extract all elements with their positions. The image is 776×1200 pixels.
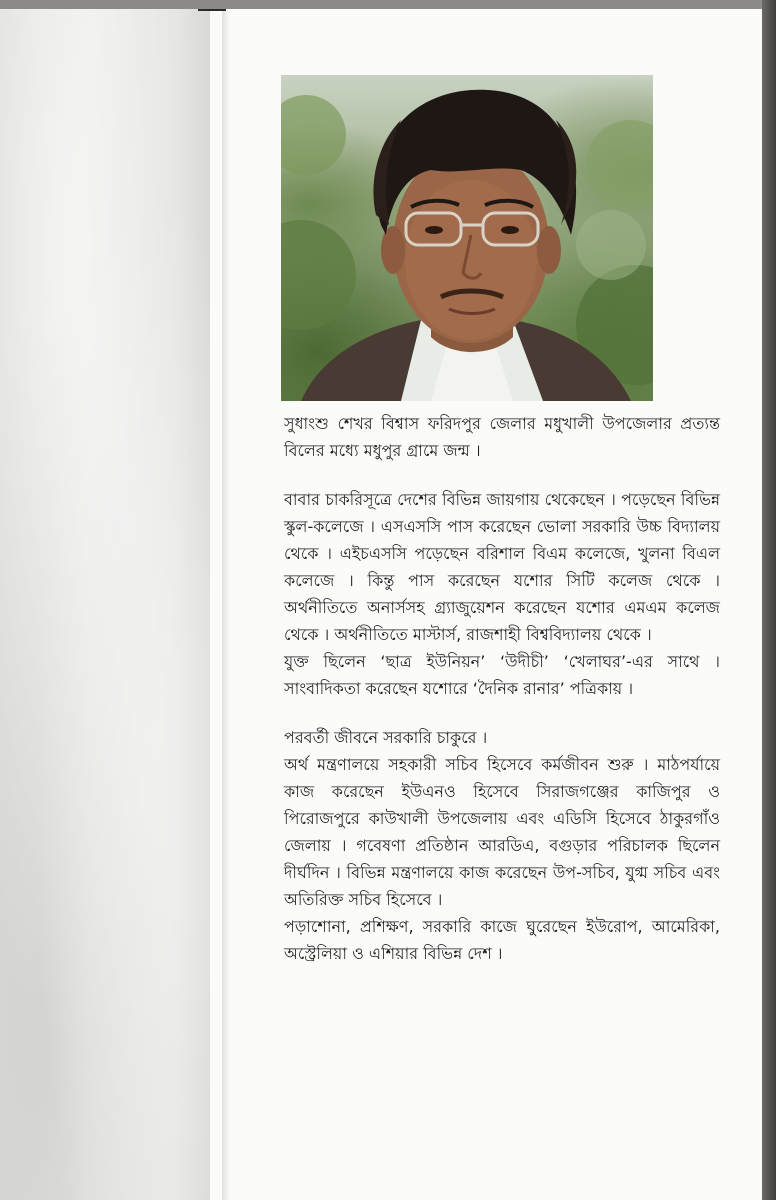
crop-mark [198, 9, 226, 11]
flap-shadow [222, 9, 230, 1200]
author-portrait-photo [281, 75, 653, 401]
portrait-illustration [281, 75, 653, 401]
bio-career-paragraph: অর্থ মন্ত্রণালয়ে সহকারী সচিব হিসেবে কর্মজীবন শুরু । মাঠপর্যায়ে কাজ করেছেন ইউএনও হিসেবে সিরাজগঞ্জের কাজিপুর ও পিরোজপুরে কাউখালী উপজেলায় এবং এডিসি হিসেবে ঠাকুরগাঁও জেলায় । গবেষণা প্রতিষ্ঠান আরডিএ, বগুড়ার পরিচালক ছিলেন দীর্ঘদিন । বিভিন্ন মন্ত্রণালয়ে কাজ করেছেন উপ-সচিব, যুগ্ম সচিব এবং অতিরিক্ত সচিব হিসেবে । [284, 755, 720, 909]
bio-birth-paragraph: সুধাংশু শেখর বিশ্বাস ফরিদপুর জেলার মধুখালী উপজেলার প্রত্যন্ত বিলের মধ্যে মধুপুর গ্রামে জন্ম । [284, 414, 720, 460]
scan-top-edge [0, 0, 776, 9]
bio-travel-paragraph: পড়াশোনা, প্রশিক্ষণ, সরকারি কাজে ঘুরেছেন ইউরোপ, আমেরিকা, অস্ট্রেলিয়া ও এশিয়ার বিভিন্ন দেশ । [284, 917, 720, 963]
author-biography [284, 410, 720, 967]
bio-education-paragraph: বাবার চাকরিসূত্রে দেশের বিভিন্ন জায়গায় থেকেছেন । পড়েছেন বিভিন্ন স্কুল-কলেজে । এসএসসি পাস করেছেন ভোলা সরকারি উচ্চ বিদ্যালয় থেকে । এইচএসসি পড়েছেন বরিশাল বিএম কলেজে, খুলনা বিএল কলেজে । কিন্তু পাস করেছেন যশোর সিটি কলেজ থেকে । অর্থনীতিতে অনার্সসহ গ্র্যাজুয়েশন করেছেন যশোর এমএম কলেজ থেকে । অর্থনীতিতে মাস্টার্স, রাজশাহী বিশ্ববিদ্যালয় থেকে । [284, 490, 720, 644]
bio-career-intro: পরবর্তী জীবনে সরকারি চাকুরে । [284, 728, 488, 747]
cover-flap [0, 9, 222, 1200]
bio-associations-paragraph: যুক্ত ছিলেন ‘ছাত্র ইউনিয়ন’ ‘উদীচী’ ‘খেলাঘর’-এর সাথে । সাংবাদিকতা করেছেন যশোরে ‘দৈনিক রানার’ পত্রিকায় । [284, 652, 720, 698]
scan-right-edge [762, 0, 776, 1200]
